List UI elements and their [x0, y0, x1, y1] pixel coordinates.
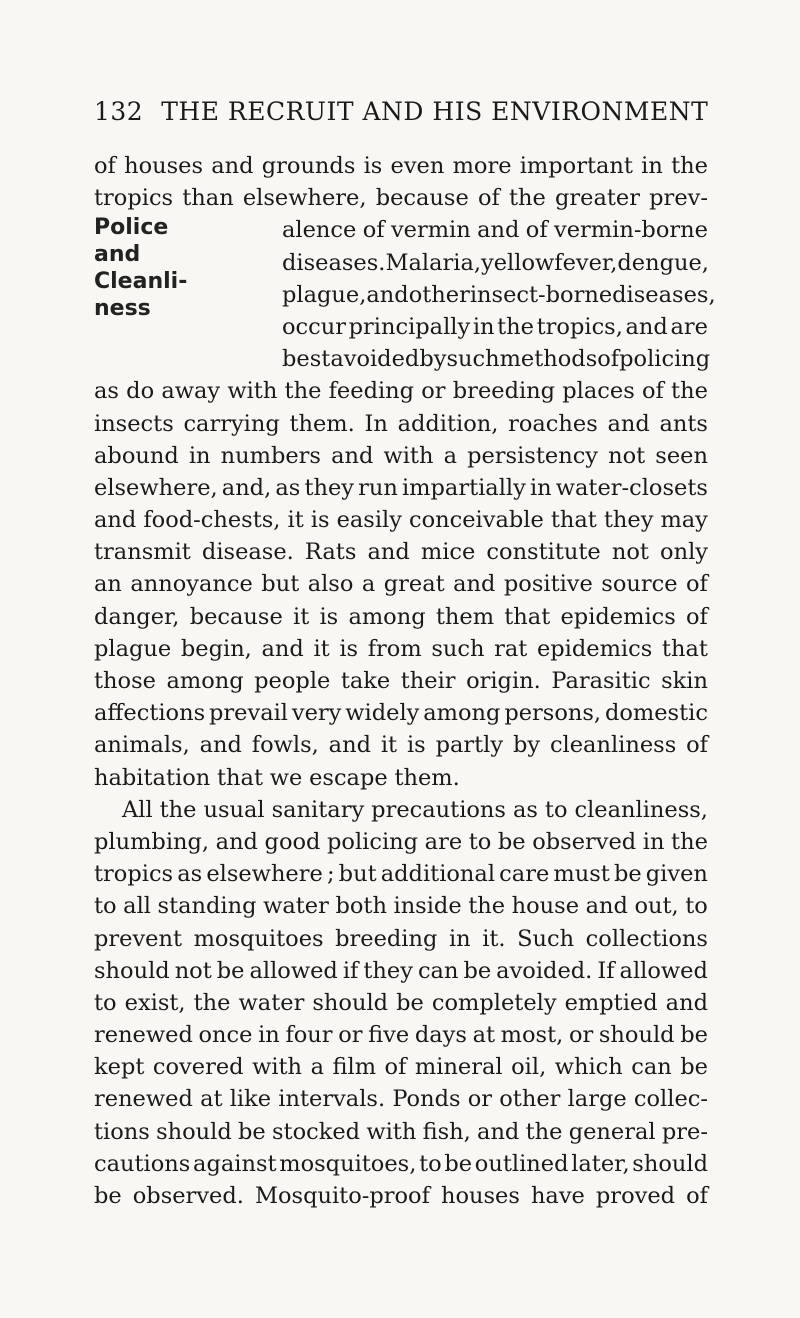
text-line: affections prevail very widely among persons, domestic [94, 700, 708, 727]
running-title: THE RECRUIT AND HIS ENVIRONMENT [161, 97, 709, 126]
text-line: should not be allowed if they can be avoided. If allowed [94, 957, 708, 984]
text-line: transmit disease. Rats and mice constitute not only [94, 539, 708, 566]
text-line: renewed once in four or five days at most, or should be [94, 1022, 708, 1049]
body-text [94, 150, 716, 1212]
text-line: danger, because it is among them that epidemics of [94, 603, 708, 630]
text-line: kept covered with a film of mineral oil, which can be [94, 1054, 708, 1081]
text-line: habitation that we escape them. [94, 764, 460, 791]
text-line: animals, and fowls, and it is partly by cleanliness of [94, 732, 708, 759]
text-line: and food-chests, it is easily conceivable that they may [94, 507, 708, 534]
text-line: alence of vermin and of vermin-borne [282, 217, 708, 244]
text-line: to all standing water both inside the house and out, to [94, 893, 708, 920]
margin-note-line: Cleanli- [94, 269, 188, 294]
margin-note-line: and [94, 242, 141, 267]
text-line: elsewhere, and, as they run impartially in water-closets [94, 474, 708, 501]
margin-note-line: Police [94, 215, 169, 240]
text-line: an annoyance but also a great and positive source of [94, 571, 708, 598]
text-line: of houses and grounds is even more important in the [94, 153, 708, 179]
text-line: plumbing, and good policing are to be observed in the [94, 828, 708, 855]
text-line: plague, and other insect-borne diseases, [282, 281, 716, 308]
text-line: abound in numbers and with a persistency not seen [94, 442, 708, 469]
text-line: cautions against mosquitoes, to be outlined later, should [94, 1150, 708, 1177]
text-line: to exist, the water should be completely emptied and [94, 989, 708, 1016]
text-line: tropics than elsewhere, because of the greater prev- [94, 185, 708, 212]
text-line: tions should be stocked with fish, and the general pre- [94, 1118, 708, 1145]
running-head [94, 96, 714, 128]
text-line: be observed. Mosquito-proof houses have proved of [94, 1183, 708, 1209]
text-line: renewed at like intervals. Ponds or other large collec- [94, 1086, 708, 1113]
text-line: plague begin, and it is from such rat epidemics that [94, 635, 708, 662]
text-line: diseases. Malaria, yellow fever, dengue, [282, 249, 709, 276]
text-line: insects carrying them. In addition, roaches and ants [94, 410, 708, 437]
text-line: All the usual sanitary precautions as to cleanliness, [122, 796, 708, 823]
text-line: those among people take their origin. Parasitic skin [94, 668, 708, 694]
text-line: as do away with the feeding or breeding places of the [94, 378, 708, 405]
text-line: tropics as elsewhere ; but additional care must be given [94, 861, 708, 888]
margin-note-line: ness [94, 296, 151, 321]
text-line: best avoided by such methods of policing [282, 346, 711, 373]
text-line: occur principally in the tropics, and are [282, 313, 708, 340]
page-number: 132 [94, 97, 144, 126]
text-line: prevent mosquitoes breeding in it. Such collections [94, 925, 708, 952]
